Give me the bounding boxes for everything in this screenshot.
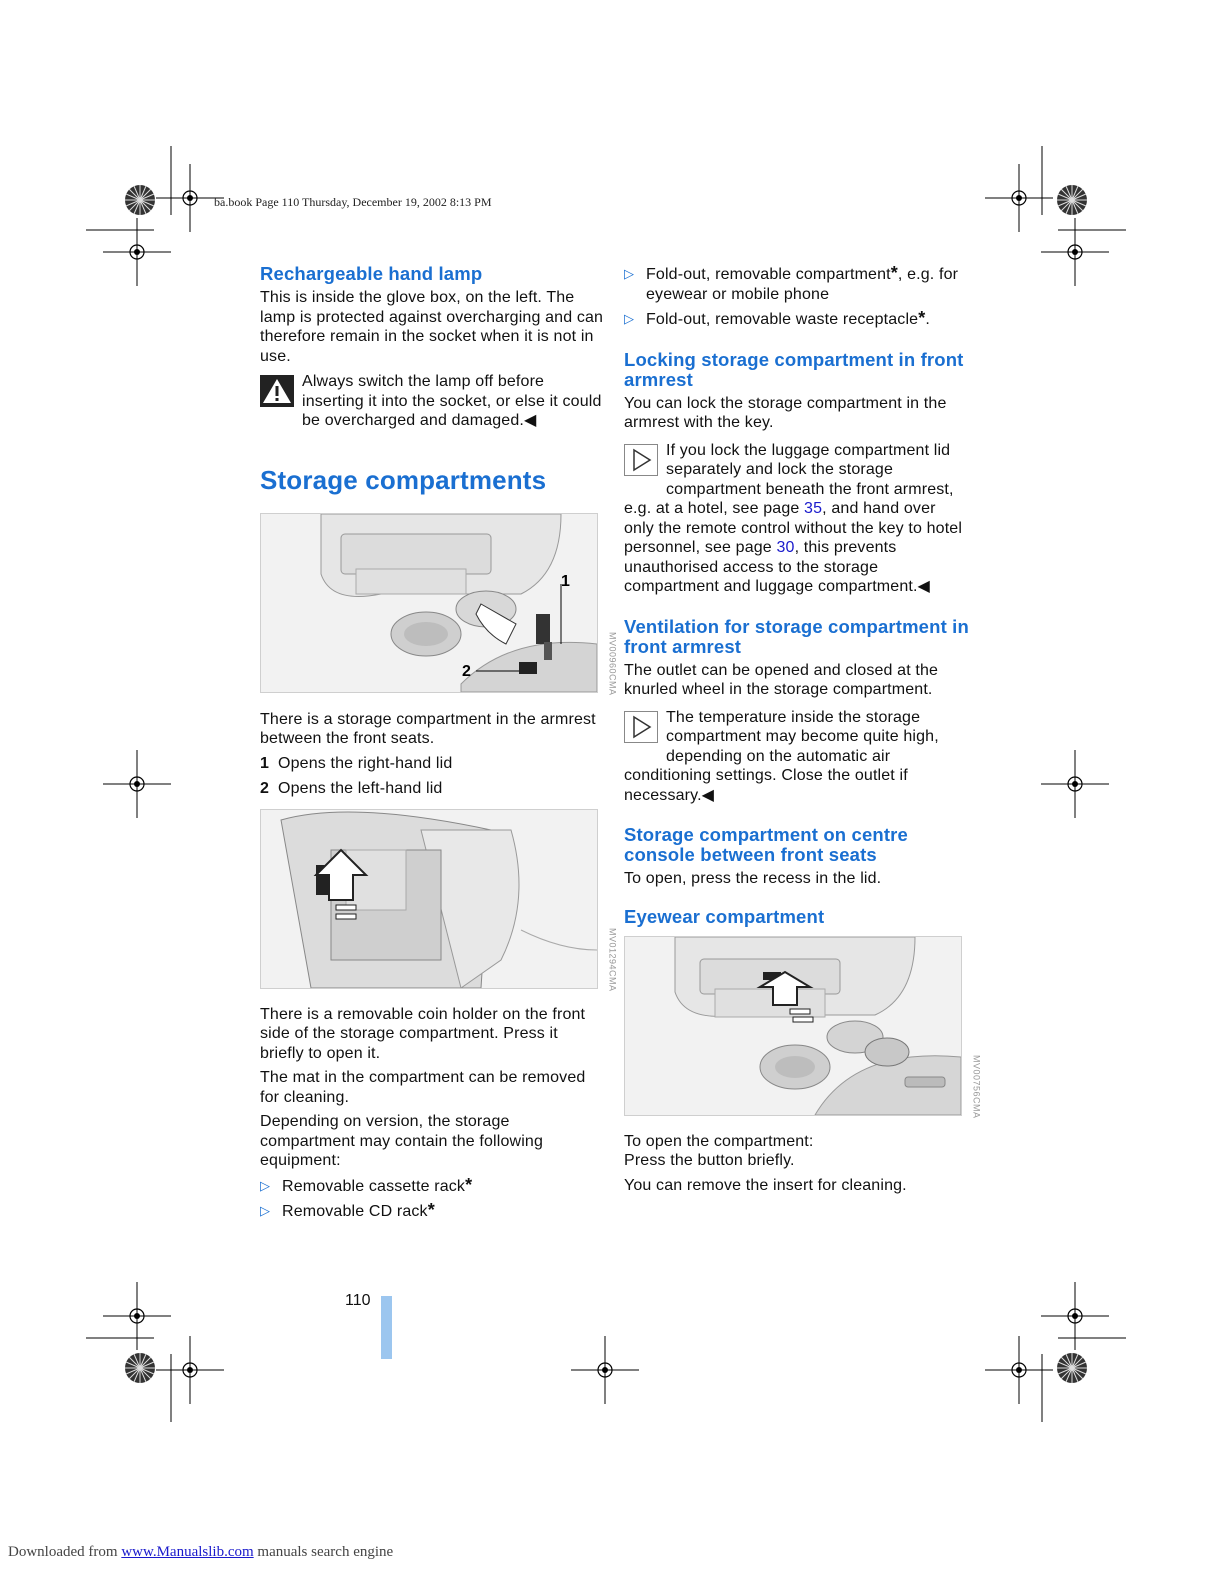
download-footer: Downloaded from www.Manualslib.com manuals search engine <box>8 1544 394 1560</box>
heading-locking-storage: Locking storage compartment in front armrest <box>624 348 964 390</box>
warning-text: Always switch the lamp off before inserting it into the socket, or else it could be overcharged and damaged.◀ <box>302 373 602 429</box>
optional-asterisk: * <box>890 263 898 283</box>
list-text-1: Opens the right-hand lid <box>278 754 453 772</box>
coin-holder-illustration <box>261 810 597 988</box>
note-temperature: The temperature inside the storage compartment may become quite high, depending on the automatic air conditioning settings. Close the outlet if necessary.◀ <box>624 708 939 804</box>
heading-centre-console: Storage compartment on centre console between front seats <box>624 824 908 865</box>
coin-holder-paragraph: There is a removable coin holder on the front side of the storage compartment. Press it briefly to open it. <box>260 1005 586 1062</box>
bullet-triangle-icon: ▷ <box>624 311 635 326</box>
armrest-illustration <box>261 514 597 692</box>
bullet-cd-rack: ▷ Removable CD rack* <box>260 1200 435 1220</box>
bullet-triangle-icon: ▷ <box>624 266 635 281</box>
note-luggage-lock: If you lock the luggage compartment lid separately and lock the storage compartment beneath the front armrest, e.g. at a hotel, see page 35, and hand over only the remote control without the key to hotel personnel, see page 30, this prevents unauthorised access to the storage compartment and luggage compartment.◀ <box>624 441 963 595</box>
list-item-2 <box>260 779 605 799</box>
centre-paragraph: To open, press the recess in the lid. <box>624 870 882 887</box>
heading-eyewear-compartment: Eyewear compartment <box>624 905 825 927</box>
page-tab-bar <box>381 1296 392 1359</box>
right-column <box>624 263 982 1200</box>
page-link-35[interactable]: 35 <box>804 500 823 517</box>
bullet-triangle-icon: ▷ <box>260 1203 271 1218</box>
bullet-cassette-rack: ▷ Removable cassette rack* <box>260 1174 473 1195</box>
manualslib-link[interactable]: www.Manualslib.com <box>121 1544 254 1560</box>
page-link-30[interactable]: 30 <box>776 539 795 556</box>
heading-storage-compartments: Storage compartments <box>260 464 547 495</box>
open-compartment-line-1: To open the compartment: <box>624 1132 814 1150</box>
heading-rechargeable-hand-lamp: Rechargeable hand lamp <box>260 263 483 284</box>
warning-triangle-icon <box>260 375 294 413</box>
fig1-label-1: 1 <box>561 572 571 590</box>
page-number: 110 <box>345 1292 371 1309</box>
optional-asterisk: * <box>465 1174 473 1195</box>
optional-asterisk: * <box>427 1200 435 1220</box>
list-number-1: 1 <box>260 754 270 772</box>
figure-coin-holder <box>260 809 618 992</box>
list-item-1 <box>260 754 605 774</box>
eyewear-illustration <box>625 937 961 1115</box>
note-play-icon <box>624 444 658 482</box>
open-compartment-line-2: Press the button briefly. <box>624 1152 795 1169</box>
print-header: ba.book Page 110 Thursday, December 19, 2002 8:13 PM <box>214 195 492 209</box>
list-number-2: 2 <box>260 780 270 797</box>
locking-paragraph: You can lock the storage compartment in the armrest with the key. <box>624 394 947 431</box>
heading-ventilation: Ventilation for storage compartment in front armrest <box>624 615 969 657</box>
mat-paragraph: The mat in the compartment can be removed for cleaning. <box>260 1069 586 1106</box>
optional-asterisk: * <box>918 308 926 328</box>
figure-eyewear <box>624 936 982 1119</box>
fig1-label-2: 2 <box>462 662 472 680</box>
ventilation-paragraph: The outlet can be opened and closed at the knurled wheel in the storage compartment. <box>624 661 939 698</box>
remove-insert-paragraph: You can remove the insert for cleaning. <box>624 1176 907 1194</box>
list-text-2: Opens the left-hand lid <box>278 780 443 797</box>
depending-paragraph: Depending on version, the storage compartment may contain the following equipment: <box>260 1113 544 1169</box>
warning-note <box>260 372 605 431</box>
figure-code-3: MV00756CMA <box>971 1054 982 1119</box>
note-play-icon <box>624 711 658 749</box>
bullet-waste-receptacle: ▷ Fold-out, removable waste receptacle*. <box>624 308 930 328</box>
figure-armrest-lids <box>260 513 618 696</box>
left-column <box>260 263 618 1227</box>
bullet-eyewear-compartment: ▷ Fold-out, removable compartment*, e.g. for eyewear or mobile phone <box>624 263 959 303</box>
hand-lamp-paragraph: This is inside the glove box, on the left. The lamp is protected against overcharging and can therefore remain in the socket when it is not in use. <box>260 289 604 365</box>
figure-code-1: MV00960CMA <box>607 631 618 696</box>
armrest-paragraph: There is a storage compartment in the armrest between the front seats. <box>260 710 596 747</box>
figure-code-2: MV01294CMA <box>607 927 618 992</box>
bullet-triangle-icon: ▷ <box>260 1177 271 1193</box>
